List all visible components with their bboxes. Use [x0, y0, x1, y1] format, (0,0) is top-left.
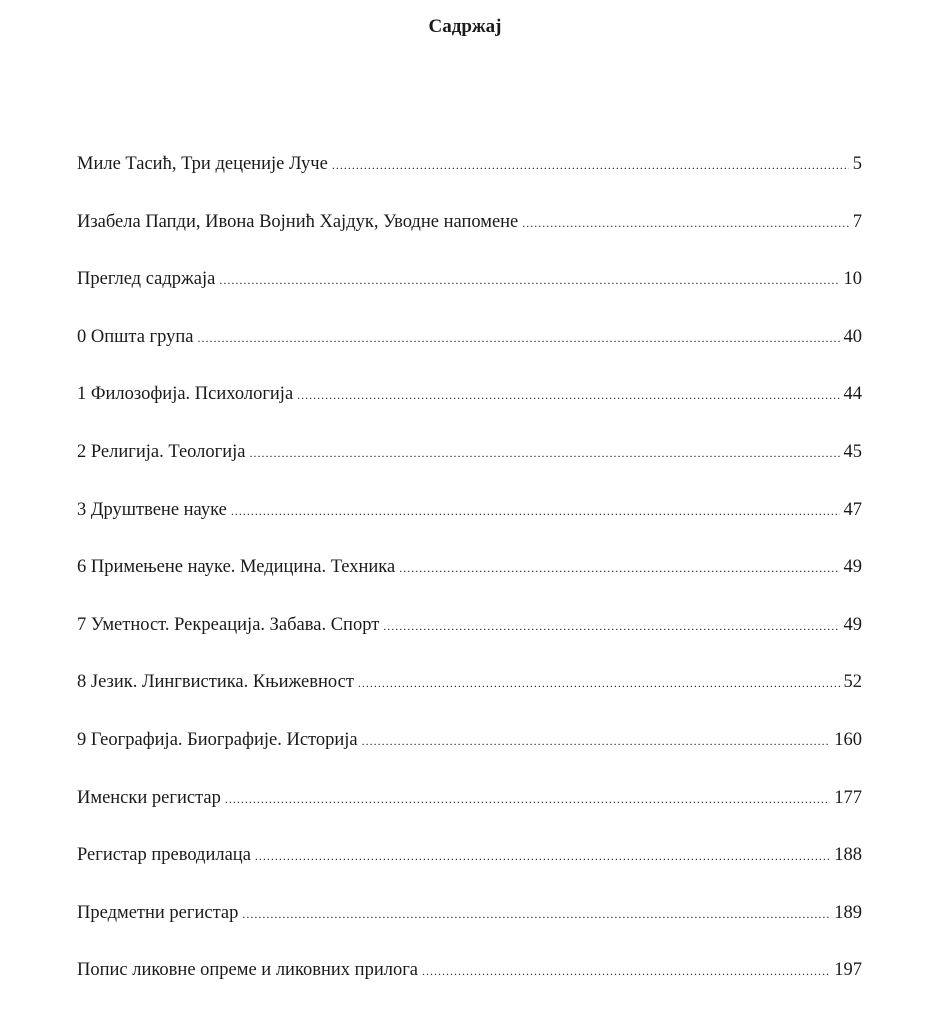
toc-entry-label: 3 Друштвене науке: [77, 499, 227, 520]
dot-leader: [197, 331, 839, 346]
dot-leader: [358, 676, 840, 691]
dot-leader: [522, 216, 848, 231]
toc-entry-page: 189: [834, 902, 862, 923]
dot-leader: [250, 446, 840, 461]
dot-leader: [399, 561, 839, 576]
page-title: Садржај: [428, 16, 502, 37]
toc-entry-label: 7 Уметност. Рекреација. Забава. Спорт: [77, 614, 380, 635]
toc-entry-label: Попис ликовне опреме и ликовних прилога: [77, 960, 419, 981]
toc-entry-page: 5: [852, 154, 862, 174]
toc-entry-page: 45: [843, 441, 862, 462]
toc-entry[interactable]: [77, 960, 862, 1018]
toc-entry[interactable]: [77, 212, 862, 270]
table-of-contents: [77, 154, 862, 1018]
toc-entry[interactable]: [77, 557, 862, 615]
toc-entry[interactable]: [77, 500, 862, 558]
toc-entry-label: Именски регистар: [77, 787, 221, 808]
toc-entry[interactable]: [77, 327, 862, 385]
dot-leader: [383, 619, 839, 634]
dot-leader: [219, 273, 839, 288]
toc-entry[interactable]: [77, 903, 862, 961]
toc-entry-page: 52: [843, 672, 862, 693]
toc-entry-label: 8 Језик. Лингвистика. Књижевност: [77, 672, 354, 693]
dot-leader: [231, 504, 840, 519]
toc-entry-label: 6 Примењене науке. Медицина. Техника: [77, 557, 396, 578]
toc-entry-page: 197: [834, 960, 862, 981]
toc-entry[interactable]: [77, 730, 862, 788]
toc-entry-label: 9 Географија. Биографије. Историја: [77, 729, 358, 750]
toc-entry-page: 188: [834, 845, 862, 866]
toc-entry-page: 44: [843, 384, 862, 405]
dot-leader: [225, 792, 830, 807]
toc-entry-page: 49: [843, 614, 862, 635]
toc-entry[interactable]: [77, 269, 862, 327]
toc-entry[interactable]: [77, 154, 862, 212]
dot-leader: [255, 849, 830, 864]
toc-entry[interactable]: [77, 672, 862, 730]
toc-entry-label: Изабела Папди, Ивона Војнић Хајдук, Уводне напомене: [77, 211, 519, 232]
toc-entry[interactable]: [77, 845, 862, 903]
toc-entry-label: 2 Религија. Теологија: [77, 441, 246, 462]
dot-leader: [332, 158, 849, 173]
dot-leader: [422, 964, 830, 979]
toc-entry[interactable]: [77, 442, 862, 500]
dot-leader: [362, 734, 831, 749]
dot-leader: [242, 907, 830, 922]
toc-entry-page: 7: [852, 211, 862, 232]
toc-entry-label: 1 Филозофија. Психологија: [77, 384, 294, 405]
toc-entry-label: Миле Тасић, Три деценије Луче: [77, 154, 328, 174]
toc-entry[interactable]: [77, 788, 862, 846]
toc-entry-label: Предметни регистар: [77, 902, 239, 923]
toc-entry[interactable]: [77, 384, 862, 442]
toc-entry[interactable]: [77, 615, 862, 673]
toc-entry-label: Преглед садржаја: [77, 269, 216, 290]
toc-entry-page: 177: [834, 787, 862, 808]
toc-entry-label: Регистар преводилаца: [77, 845, 251, 866]
toc-entry-page: 160: [834, 729, 862, 750]
toc-entry-page: 40: [843, 326, 862, 347]
toc-entry-page: 47: [843, 499, 862, 520]
dot-leader: [297, 388, 839, 403]
toc-entry-page: 10: [843, 269, 862, 290]
toc-entry-page: 49: [843, 557, 862, 578]
toc-entry-label: 0 Општа група: [77, 326, 194, 347]
